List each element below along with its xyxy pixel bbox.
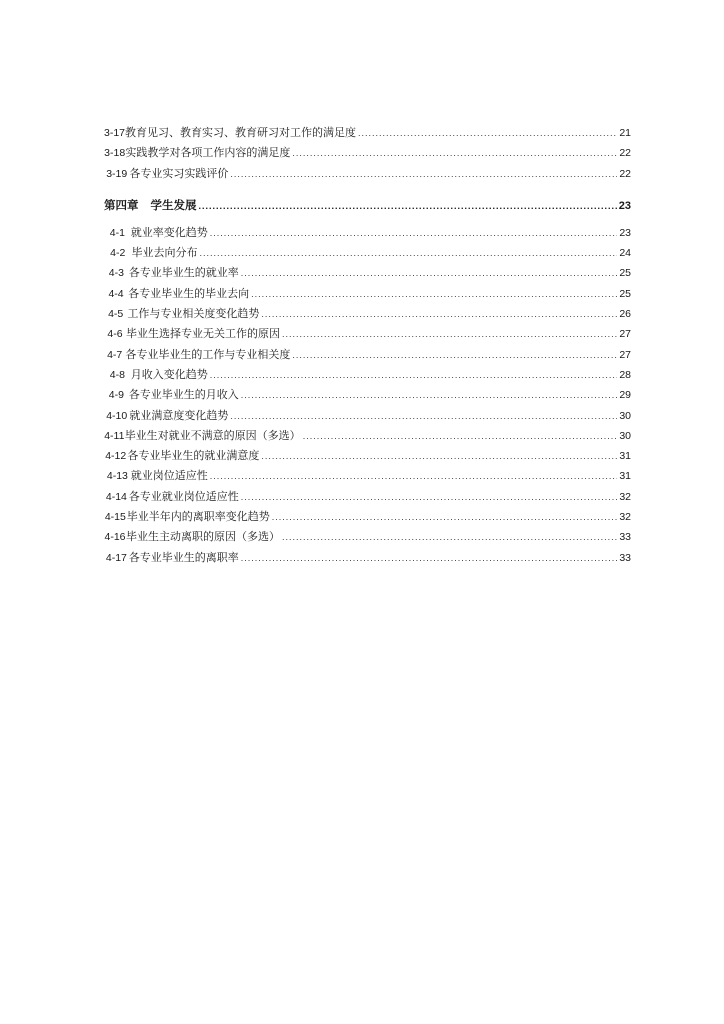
dot-leader [241, 263, 618, 283]
toc-entry-page: 31 [619, 450, 631, 463]
toc-entry-title: 各专业实习实践评价 [129, 166, 229, 180]
toc-entry-title: 各专业毕业生的离职率 [128, 550, 239, 564]
toc-entry-page: 31 [619, 470, 631, 483]
dot-leader [241, 548, 618, 568]
toc-chapter-heading[interactable] [104, 193, 631, 217]
toc-entry-number: 4-14 [105, 490, 127, 503]
dot-leader [272, 507, 618, 527]
toc-entry[interactable] [104, 143, 631, 163]
toc-entry-title: 各专业毕业生的毕业去向 [128, 286, 250, 300]
toc-entry[interactable] [104, 223, 631, 243]
chapter-label: 第四章 [104, 197, 139, 212]
toc-entry-page: 28 [619, 368, 631, 381]
toc-entry-page: 21 [619, 127, 631, 139]
toc-entry-title: 各专业毕业生的就业满意度 [127, 449, 260, 463]
toc-entry-title: 各专业毕业生的工作与专业相关度 [125, 347, 291, 361]
toc-entry[interactable] [104, 426, 631, 446]
toc-entry-page: 25 [619, 267, 631, 280]
toc-entry-number: 4-7 [107, 348, 123, 361]
toc-entry[interactable] [104, 345, 631, 365]
toc-entry[interactable] [104, 466, 631, 486]
toc-entry-number: 4-5 [108, 308, 124, 321]
dot-leader [241, 385, 618, 405]
toc-entry[interactable] [104, 406, 631, 426]
toc-entry-title: 实践教学对各项工作内容的满足度 [125, 146, 291, 160]
toc-entry-page: 26 [619, 308, 631, 321]
toc-entry[interactable] [104, 304, 631, 324]
toc-entry-page: 22 [619, 147, 631, 160]
toc-entry[interactable] [104, 385, 631, 405]
toc-entry-title: 就业满意度变化趋势 [129, 408, 229, 422]
toc-entry[interactable] [104, 324, 631, 344]
toc-entry-title: 教育见习、教育实习、教育研习对工作的满足度 [125, 126, 357, 139]
table-of-contents [104, 123, 631, 568]
toc-entry-title: 就业率变化趋势 [130, 225, 208, 239]
toc-entry[interactable] [104, 487, 631, 507]
toc-entry[interactable] [104, 365, 631, 385]
toc-entry-page: 32 [619, 511, 631, 524]
toc-entry-page: 33 [619, 551, 631, 564]
toc-entry[interactable] [104, 527, 631, 547]
toc-entry-number: 4-1 [109, 226, 125, 239]
dot-leader [230, 406, 617, 426]
toc-entry[interactable] [104, 548, 631, 568]
toc-entry[interactable] [104, 164, 631, 184]
toc-entry[interactable] [104, 123, 631, 143]
toc-entry-title: 各专业毕业生的就业率 [128, 266, 239, 280]
toc-entry-title: 毕业去向分布 [131, 246, 198, 260]
toc-entry-number: 4-4 [108, 287, 124, 300]
dot-leader [210, 466, 618, 486]
toc-entry-page: 25 [619, 287, 631, 300]
toc-entry-number: 4-17 [105, 551, 127, 564]
toc-entry-number: 4-13 [106, 470, 128, 483]
toc-entry-title: 工作与专业相关度变化趋势 [127, 307, 260, 321]
toc-entry-number: 4-8 [109, 368, 125, 381]
dot-leader [210, 365, 618, 385]
toc-entry-number: 4-12 [105, 450, 127, 463]
toc-entry-page: 29 [619, 389, 631, 402]
toc-entry-page: 30 [619, 429, 631, 442]
dot-leader [261, 446, 617, 466]
dot-leader [199, 243, 617, 263]
toc-entry-page: 30 [619, 409, 631, 422]
dot-leader [261, 304, 617, 324]
toc-entry-title: 各专业就业岗位适应性 [128, 489, 239, 503]
toc-entry[interactable] [104, 243, 631, 263]
toc-entry-page: 24 [619, 247, 631, 260]
dot-leader [199, 194, 617, 218]
toc-entry-number: 3-17 [104, 127, 126, 139]
toc-entry-page: 32 [619, 490, 631, 503]
toc-entry[interactable] [104, 507, 631, 527]
toc-entry-number: 4-3 [108, 267, 124, 280]
toc-entry-page: 27 [619, 328, 631, 341]
dot-leader [292, 143, 617, 163]
dot-leader [230, 164, 617, 184]
toc-entry-number: 3-19 [106, 167, 128, 180]
toc-entry-title: 毕业半年内的离职率变化趋势 [126, 510, 270, 524]
toc-entry-title: 毕业生主动离职的原因（多选） [126, 530, 281, 544]
toc-entry-title: 各专业毕业生的月收入 [128, 388, 239, 402]
dot-leader [282, 527, 617, 547]
toc-entry-page: 27 [619, 348, 631, 361]
dot-leader [210, 223, 618, 243]
toc-entry-title: 就业岗位适应性 [130, 469, 208, 483]
dot-leader [282, 324, 617, 344]
toc-entry-page: 23 [619, 226, 631, 239]
toc-entry-number: 4-2 [110, 247, 126, 260]
dot-leader [251, 284, 617, 304]
dot-leader [303, 426, 618, 446]
dot-leader [292, 345, 617, 365]
chapter-page: 23 [618, 199, 631, 212]
toc-entry-title: 月收入变化趋势 [130, 367, 208, 381]
dot-leader [358, 123, 617, 143]
toc-entry[interactable] [104, 446, 631, 466]
toc-entry-number: 3-18 [104, 147, 126, 160]
toc-entry-number: 4-10 [106, 409, 128, 422]
toc-entry-number: 4-11 [104, 429, 125, 442]
toc-entry-title: 毕业生对就业不满意的原因（多选） [124, 428, 301, 442]
chapter-title: 学生发展 [150, 197, 197, 212]
toc-entry-number: 4-16 [104, 531, 126, 544]
dot-leader [241, 487, 618, 507]
toc-entry-page: 33 [619, 531, 631, 544]
toc-entry-number: 4-6 [107, 328, 123, 341]
toc-entry-title: 毕业生选择专业无关工作的原因 [126, 327, 281, 341]
toc-entry-page: 22 [619, 167, 631, 180]
toc-entry[interactable] [104, 284, 631, 304]
toc-entry-number: 4-9 [108, 389, 124, 402]
toc-entry[interactable] [104, 263, 631, 283]
toc-entry-number: 4-15 [104, 511, 126, 524]
